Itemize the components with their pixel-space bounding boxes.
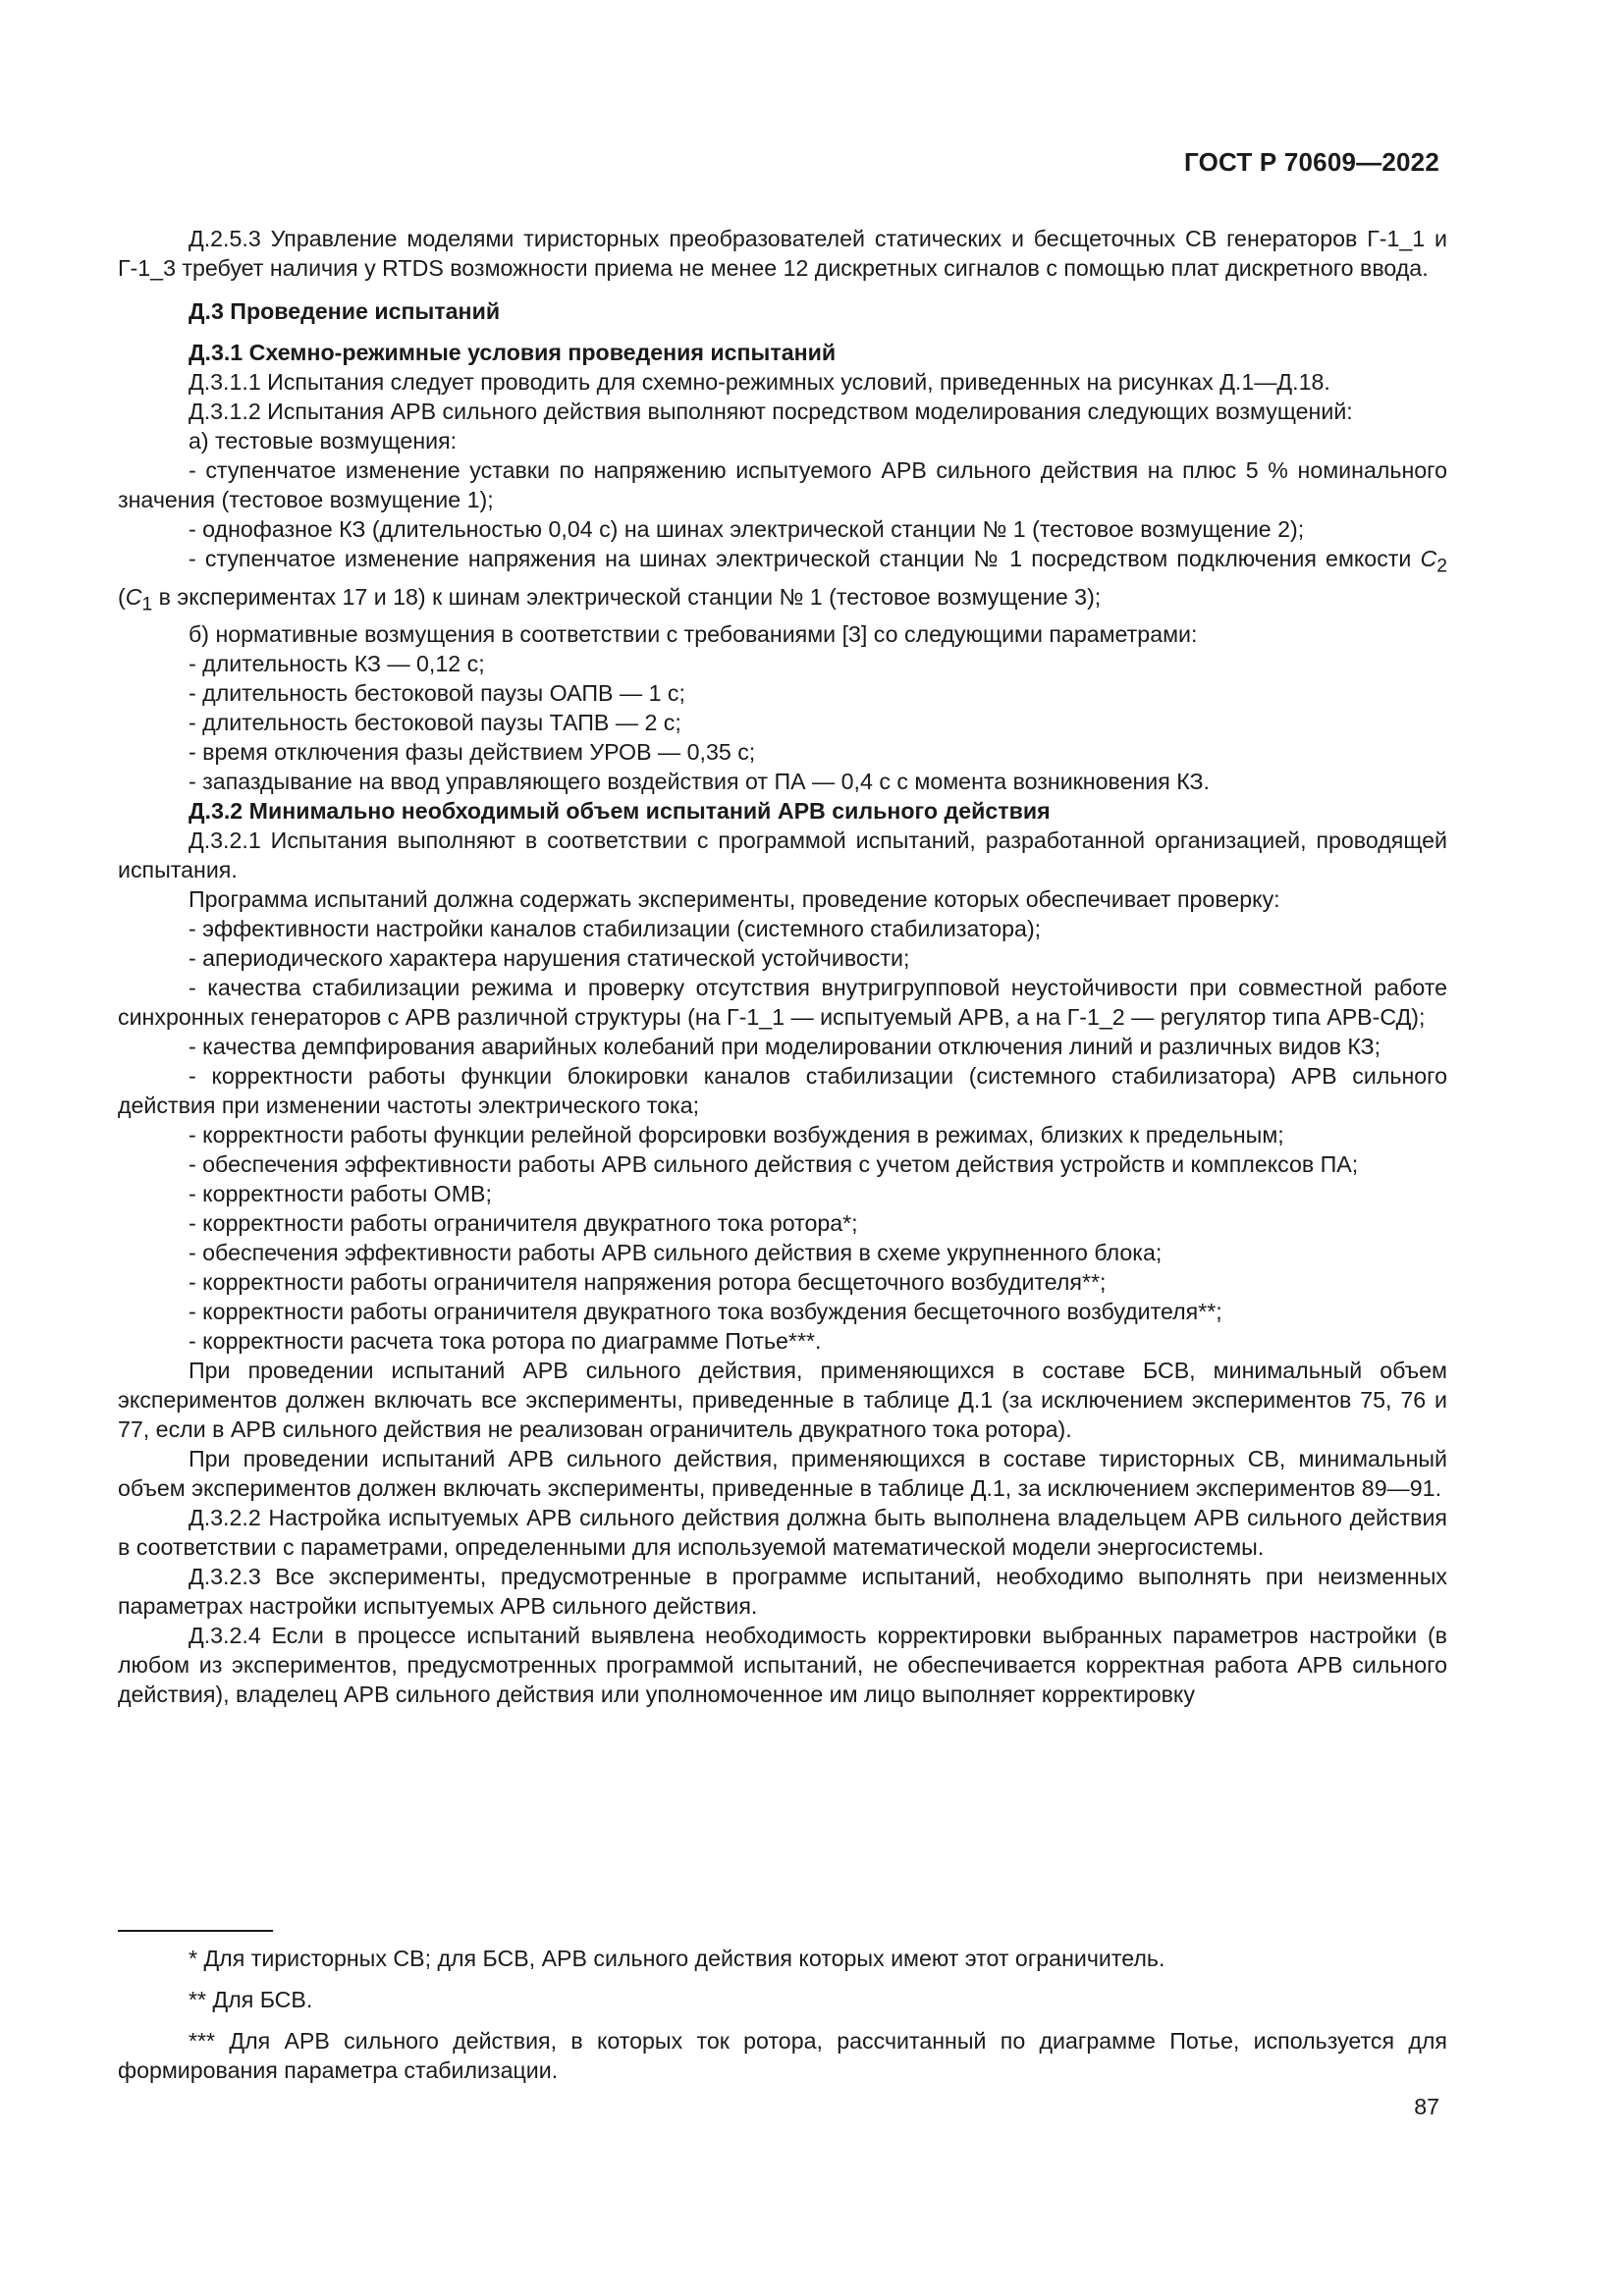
list-item: - обеспечения эффективности работы АРВ сильного действия с учетом действия устройств и комплексов ПА;: [189, 1151, 1359, 1178]
section-heading-d31: Д.3.1 Схемно-режимные условия проведения испытаний: [189, 340, 837, 365]
list-item: - эффективности настройки каналов стабилизации (системного стабилизатора);: [189, 916, 1042, 942]
list-item: - корректности работы ограничителя двукратного тока возбуждения бесщеточного возбудителя**;: [189, 1299, 1222, 1325]
list-item: - корректности работы ограничителя напряжения ротора бесщеточного возбудителя**;: [189, 1269, 1107, 1296]
list-item: - качества стабилизации режима и проверку отсутствия внутригрупповой неустойчивости при совместной работе синхронных генераторов с АРВ различной структуры (на Г-1_1 — испытуемый АРВ, а на Г-1_2 — регулятор типа АРВ-СД);: [118, 975, 1447, 1031]
footnote: ** Для БСВ.: [189, 1987, 313, 2012]
paragraph-program: Программа испытаний должна содержать эксперименты, проведение которых обеспечивает проверку:: [189, 886, 1280, 913]
symbol-c: C: [125, 583, 142, 610]
paragraph-d321: Д.3.2.1 Испытания выполняют в соответствии с программой испытаний, разработанной организацией, проводящей испытания.: [118, 828, 1447, 883]
list-item-capacitance: [118, 544, 1447, 619]
paragraph-d312: Д.3.1.2 Испытания АРВ сильного действия выполняют посредством моделирования следующих возмущений:: [189, 399, 1353, 424]
text-fragment: - ступенчатое изменение напряжения на шинах электрической станции № 1 посредством подключения емкости: [189, 546, 1421, 571]
list-item: - корректности работы ограничителя двукратного тока ротора*;: [189, 1210, 858, 1237]
list-item: - качества демпфирования аварийных колебаний при моделировании отключения линий и различных видов КЗ;: [189, 1034, 1381, 1060]
list-item: - корректности работы ОМВ;: [189, 1181, 492, 1207]
paragraph-tsv: При проведении испытаний АРВ сильного действия, применяющихся в составе тиристорных СВ, минимальный объем экспериментов должен включать эксперименты, приведенные в таблице Д.1, за исключением экспериментов 89—91.: [118, 1446, 1447, 1502]
symbol-c: C: [1420, 546, 1437, 571]
paragraph-d311: Д.3.1.1 Испытания следует проводить для схемно-режимных условий, приведенных на рисунках Д.1—Д.18.: [189, 369, 1330, 395]
text-fragment: в экспериментах 17 и 18) к шинам электрической станции № 1 (тестовое возмущение 3);: [152, 583, 1102, 610]
symbol-subscript: 1: [141, 594, 153, 615]
paragraph-bsv: При проведении испытаний АРВ сильного действия, применяющихся в составе БСВ, минимальный объем экспериментов должен включать все эксперименты, приведенные в таблице Д.1 (за исключением экспериментов 75, 76 и 77, если в АРВ сильного действия не реализован ограничитель двукратного тока ротора).: [118, 1358, 1447, 1443]
paragraph-d253: Д.2.5.3 Управление моделями тиристорных преобразователей статических и бесщеточных СВ генераторов Г-1_1 и Г-1_3 требует наличия у RTDS возможности приема не менее 12 дискретных сигналов с помощью плат дискретного ввода.: [118, 226, 1447, 281]
list-item: - корректности работы функции блокировки каналов стабилизации (системного стабилизатора) АРВ сильного действия при изменении частоты электрического тока;: [118, 1063, 1447, 1119]
document-header: ГОСТ Р 70609—2022: [1184, 147, 1439, 177]
list-item: - запаздывание на ввод управляющего воздействия от ПА — 0,4 с с момента возникновения КЗ.: [189, 769, 1210, 795]
text-fragment: (: [118, 583, 126, 610]
symbol-subscript: 2: [1436, 556, 1447, 577]
document-body: [118, 224, 1447, 1709]
list-item: - длительность КЗ — 0,12 с;: [189, 651, 485, 677]
list-item: - корректности работы функции релейной форсировки возбуждения в режимах, близких к предельным;: [189, 1122, 1284, 1148]
paragraph-d322: Д.3.2.2 Настройка испытуемых АРВ сильного действия должна быть выполнена владельцем АРВ сильного действия в соответствии с параметрами, определенными для используемой математической модели энергосистемы.: [118, 1505, 1447, 1561]
section-heading-d32: Д.3.2 Минимально необходимый объем испытаний АРВ сильного действия: [189, 798, 1051, 825]
list-item: - корректности расчета тока ротора по диаграмме Потье***.: [189, 1328, 822, 1355]
footnote: * Для тиристорных СВ; для БСВ, АРВ сильного действия которых имеют этот ограничитель.: [189, 1946, 1165, 1971]
list-item: - ступенчатое изменение уставки по напряжению испытуемого АРВ сильного действия на плюс 5 % номинального значения (тестовое возмущение 1);: [118, 457, 1447, 512]
list-heading-a: а) тестовые возмущения:: [189, 428, 458, 454]
section-heading-d3: Д.3 Проведение испытаний: [189, 298, 501, 324]
paragraph-d323: Д.3.2.3 Все эксперименты, предусмотренные в программе испытаний, необходимо выполнять при неизменных параметрах настройки испытуемых АРВ сильного действия.: [118, 1564, 1447, 1620]
footnotes: [118, 1944, 1447, 2097]
page-number: 87: [1414, 2094, 1439, 2119]
footnote: *** Для АРВ сильного действия, в которых ток ротора, рассчитанный по диаграмме Потье, используется для формирования параметра стабилизации.: [118, 2028, 1447, 2083]
list-item: - обеспечения эффективности работы АРВ сильного действия в схеме укрупненного блока;: [189, 1240, 1163, 1266]
list-item: - однофазное КЗ (длительностью 0,04 с) на шинах электрической станции № 1 (тестовое возмущение 2);: [189, 516, 1305, 542]
list-item: - длительность бестоковой паузы ТАПВ — 2 с;: [189, 710, 681, 736]
list-heading-b: б) нормативные возмущения в соответствии с требованиями [3] со следующими параметрами:: [189, 621, 1198, 648]
footnote-divider: [118, 1930, 273, 1932]
list-item: - длительность бестоковой паузы ОАПВ — 1 с;: [189, 680, 685, 707]
list-item: - время отключения фазы действием УРОВ — 0,35 с;: [189, 739, 756, 766]
list-item: - апериодического характера нарушения статической устойчивости;: [189, 945, 910, 972]
paragraph-d324: Д.3.2.4 Если в процессе испытаний выявлена необходимость корректировки выбранных параметров настройки (в любом из экспериментов, предусмотренных программой испытаний, не обеспечивается корректная работа АРВ сильного действия), владелец АРВ сильного действия или уполномоченное им лицо выполняет корректировку: [118, 1623, 1447, 1708]
